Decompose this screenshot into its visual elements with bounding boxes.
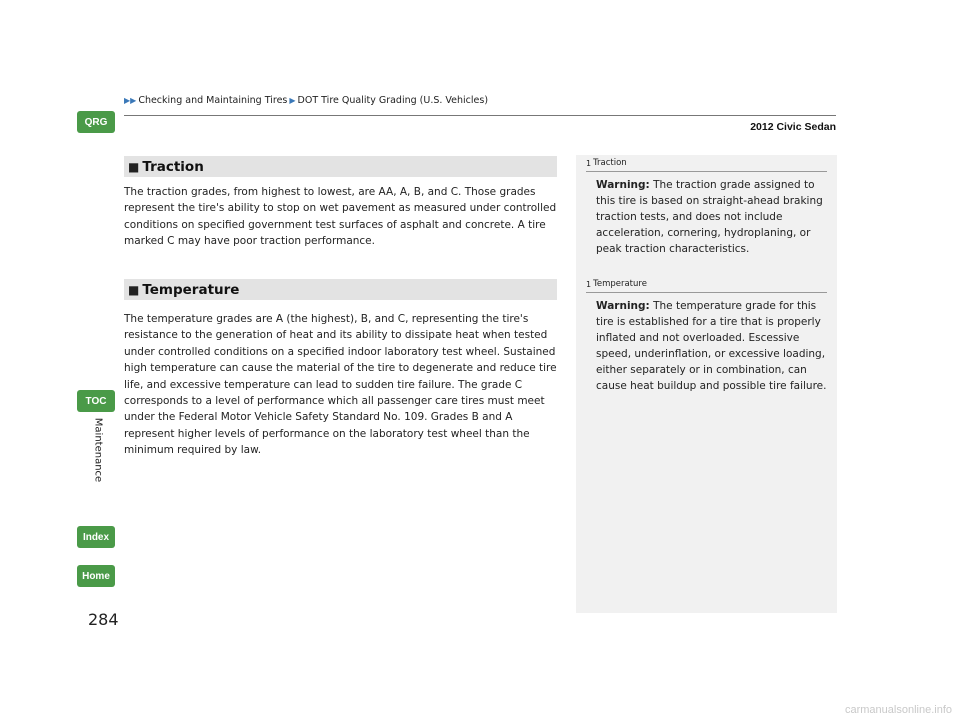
breadcrumb-arrow-icon: ▶▶ bbox=[124, 95, 137, 105]
header-divider bbox=[124, 115, 836, 116]
note-body: The traction grade assigned to this tire is based on straight-ahead braking traction tests, and does not include acceleration, cornering, hydroplaning, or peak traction characteristics. bbox=[596, 179, 823, 255]
page-number: 284 bbox=[88, 610, 119, 629]
black-square-icon: ■ bbox=[128, 282, 140, 297]
note-divider bbox=[586, 171, 827, 172]
breadcrumb-item[interactable]: Checking and Maintaining Tires bbox=[138, 95, 288, 106]
note-title bbox=[586, 158, 827, 168]
breadcrumb-arrow-icon: ▶ bbox=[289, 95, 296, 105]
note-title bbox=[586, 279, 827, 289]
note-traction bbox=[586, 158, 827, 257]
warning-label: Warning: bbox=[596, 179, 650, 191]
note-temperature bbox=[586, 279, 827, 394]
tab-home[interactable]: Home bbox=[77, 565, 115, 587]
tab-qrg[interactable]: QRG bbox=[77, 111, 115, 133]
traction-body-text: The traction grades, from highest to lowest, are AA, A, B, and C. Those grades represent the tire's ability to stop on wet pavement as measured under controlled conditions on specified government test surfaces of asphalt and concrete. A tire marked C may have poor traction performance. bbox=[124, 186, 557, 248]
note-divider bbox=[586, 292, 827, 293]
note-text bbox=[596, 298, 827, 394]
section-side-label bbox=[91, 415, 105, 485]
note-body: The temperature grade for this tire is established for a tire that is properly inflated and not overloaded. Escessive speed, underinflation, or excessive loading, either separately or in combination, can cause heat buildup and possible tire failure. bbox=[596, 300, 827, 392]
tab-toc[interactable]: TOC bbox=[77, 390, 115, 412]
section-title: Traction bbox=[142, 158, 204, 175]
temperature-body-text: The temperature grades are A (the highest), B, and C, representing the tire's resistance to the generation of heat and its ability to dissipate heat when tested under controlled conditions on a specified indoor laboratory test wheel. Sustained high temperature can cause the material of the tire to degenerate and reduce tire life, and excessive temperature can lead to sudden tire failure. The grade C corresponds to a level of performance which all passenger care tires must meet under the Federal Motor Vehicle Safety Standard No. 109. Grades B and A represent higher levels of performance on the laboratory test wheel than the minimum required by law. bbox=[124, 313, 557, 457]
tab-index[interactable]: Index bbox=[77, 526, 115, 548]
model-title: 2012 Civic Sedan bbox=[750, 121, 836, 133]
section-header-traction bbox=[124, 156, 557, 177]
breadcrumb-item[interactable]: DOT Tire Quality Grading (U.S. Vehicles) bbox=[297, 95, 489, 106]
note-number: 1 bbox=[586, 279, 592, 289]
note-title-text: Traction bbox=[593, 158, 627, 168]
section-side-label-text: Maintenance bbox=[92, 417, 104, 483]
watermark: carmanualsonline.info bbox=[844, 704, 952, 716]
note-number: 1 bbox=[586, 158, 592, 168]
notes-panel bbox=[576, 155, 837, 613]
section-title: Temperature bbox=[142, 281, 240, 298]
section-header-temperature bbox=[124, 279, 557, 300]
warning-label: Warning: bbox=[596, 300, 650, 312]
breadcrumb bbox=[124, 95, 488, 106]
note-title-text: Temperature bbox=[593, 279, 647, 289]
note-text bbox=[596, 177, 827, 257]
black-square-icon: ■ bbox=[128, 159, 140, 174]
